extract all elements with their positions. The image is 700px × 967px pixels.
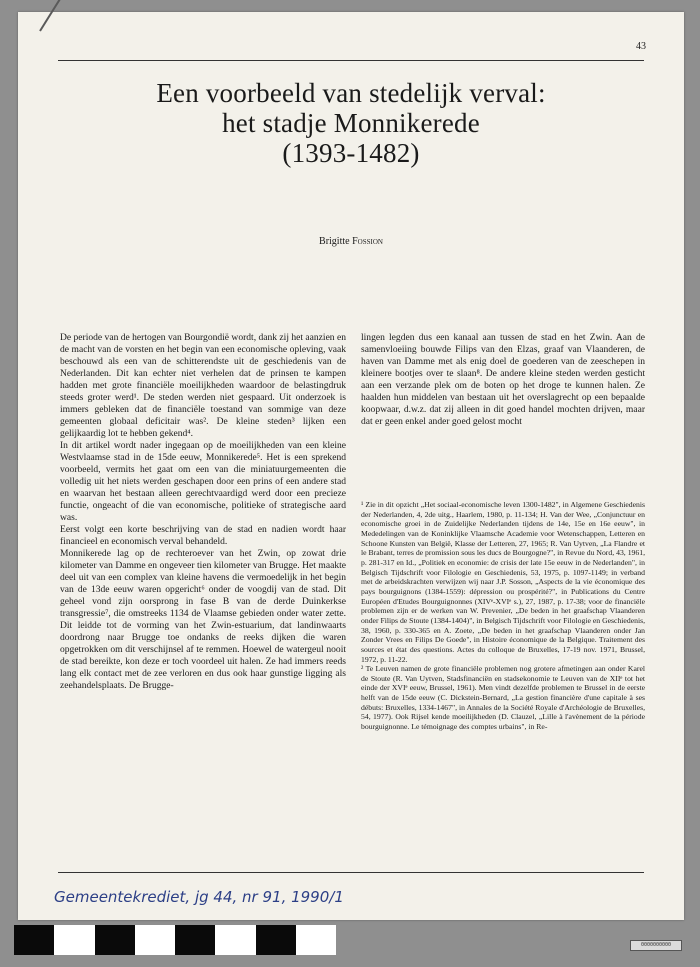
calibration-white-patch (215, 925, 255, 955)
calibration-black-patch (14, 925, 54, 955)
footnotes (361, 500, 645, 864)
title-line: (1393-1482) (282, 138, 420, 168)
body-paragraph: lingen legden dus een kanaal aan tussen de stad en het Zwin. Aan de samenvloeiing bouwde Filips van den Elzas, graaf van Vlaanderen, de haven van Damme met als enig doel de goederen van de zeeschepen in kleinere bootjes over te slaan⁸. De andere kleine steden werden gesticht aan een verzande plek om de boten op het droge te kunnen halen. Ze haalden hun middelen van bestaan uit het overslagrecht op een bepaalde koopwaar, d.w.z. dat zij alleen in dit goed handel mochten drijven, maar dat er geen enkel ander goed gelost mocht (361, 332, 645, 427)
body-paragraph: De periode van de hertogen van Bourgondië wordt, dank zij het aanzien en de macht van de vorsten en het begin van een economische opleving, vaak beschouwd als een van de schitterendste uit de geschiedenis van de Nederlanden. Dit kan echter niet verhelen dat de prinsen te kampen hadden met grote financiële moeilijkheden waardoor de belastingdruk steeds groter werd¹. De steden werden niet gespaard. Uit onderzoek is immers gebleken dat de financiële toestand van sommige van deze gemeenten globaal deficitair was². De kleine steden³ lijken een gelijkaardig lot te hebben gekend⁴. (60, 332, 346, 439)
article-title (58, 78, 644, 168)
footnote: ¹ Zie in dit opzicht „Het sociaal-economische leven 1300-1482", in Algemene Geschiedenis der Nederlanden, 4, 2de uitg., Haarlem, 1980, p. 11-134; H. Van der Wee, „Conjunctuur en economische groei in de Zuidelijke Nederlanden tijdens de 14e, 15e en 16e eeuw", in Mededelingen van de Koninklijke Vlaamsche Academie voor Wetenschappen, Letteren en Schoone Kunsten van België, Klasse der Letteren, 27, 1965; R. Van Uytven, „La Flandre et le Brabant, terres de promission sous les ducs de Bourgogne?", in Revue du Nord, 43, 1961, p. 281-317 en Id., „Politiek en economie: de crisis der late 15e eeuw in de Nederlanden", in Belgisch Tijdschrift voor Filologie en Geschiedenis, 53, 1975, p. 1097-1149; in verband met de arbeidskrachten verwijzen wij naar J.P. Sosson, „Aspects de la vie économique des pays bourguignons (1384-1559): dépression ou prospérité?", in Publications du Centre Européen d'Etudes Bourguignonnes (XIVᵉ-XVIᵉ s.), 27, 1987, p. 17-38; voor de financiële problemen zijn er de werken van W. Prevenier, „De beden in het graafschap Vlaanderen onder Filips de Stoute (1384-1404)", in Belgisch Tijdschrift voor Filologie en Geschiedenis, 38, 1960, p. 330-365 en A. Zoete, „De beden in het graafschap Vlaanderen onder Jan Zonder Vrees en Filips De Goede", in Histoire économique de la Belgique. Traitement des sources et état des questions. Actes du colloque de Bruxelles, 17-19 nov. 1971, Brussel, 1972, p. 11-22. (361, 500, 645, 664)
calibration-black-patch (95, 925, 135, 955)
body-paragraph: Monnikerede lag op de rechteroever van het Zwin, op zowat drie kilometer van Damme en ongeveer tien kilometer van Brugge. Het maakte deel uit van een complex van kleine havens die vermoedelijk in het begin van de 13de eeuw waren opgericht⁶ onder de voogdij van de stad. Dit geheel vond zijn oorsprong in fase B van de derde Duinkerkse transgressie⁷, die omstreeks 1134 de Vlaamse gebieden onder water zette. Dit leidde tot de vorming van het Zwin-estuarium, dat landinwaarts doordrong naar Brugge toe ondanks de reeks dijken die waren opgetrokken om dit verschijnsel af te remmen. Hoewel de watergeul nooit de stad bereikte, kon deze er toch voordeel uit halen. Ze had immers reeds lang elk contact met de zee verloren en dus ook haar gunstige ligging als zeehandelsplaats. De Brugge- (60, 548, 346, 691)
body-paragraph: In dit artikel wordt nader ingegaan op de moeilijkheden van een kleine Westvlaamse stad in de 15de eeuw, Monnikerede⁵. Het is een sprekend voorbeeld, vermits het gaat om een van die miniatuurgemeenten die volledig uit het niets werden geschapen door een prins of een andere stad en waarvan het bestaan alleen gerechtvaardigd werd door een precieze functie, ongeacht of die van economische, politieke of strategische aard was. (60, 440, 346, 523)
footnote: ² Te Leuven namen de grote financiële problemen nog grotere afmetingen aan onder Karel de Stoute (R. Van Uytven, Stadsfinanciën en stadsekonomie te Leuven van de XIIᵉ tot het einde der XVIᵉ eeuw, Brussel, 1961). Men vindt dezelfde problemen te Brussel in de eerste helft van de 15de eeuw (C. Dickstein-Bernard, „La gestion financière d'une capitale à ses débuts: Bruxelles, 1334-1467", in Annales de la Société Royale d'Archéologie de Bruxelles, 54, 1977). Ook Rijsel kende moeilijkheden (D. Clauzel, „Lille à l'avènement de la période bourguignonne. Le témoignage des comptes urbains", in Re- (361, 664, 645, 732)
title-line: het stadje Monnikerede (222, 108, 480, 138)
body-paragraph: Eerst volgt een korte beschrijving van de stad en nadien wordt haar financieel en economisch verval behandeld. (60, 524, 346, 547)
archive-barcode-tag: 0000000000 (630, 940, 682, 951)
body-column-left (60, 332, 346, 862)
author-byline (58, 236, 644, 247)
author-first-name: Brigitte (319, 236, 350, 247)
calibration-white-patch (296, 925, 336, 955)
title-line: Een voorbeeld van stedelijk verval: (156, 78, 546, 108)
scan-calibration-strip (14, 925, 336, 955)
handwritten-reference: Gemeentekrediet, jg 44, nr 91, 1990/1 (54, 888, 344, 906)
calibration-black-patch (256, 925, 296, 955)
calibration-black-patch (175, 925, 215, 955)
document-page (18, 12, 684, 920)
body-column-right (361, 332, 645, 482)
top-rule (58, 60, 644, 61)
bottom-rule (58, 872, 644, 873)
author-last-name: Fossion (352, 236, 383, 247)
pencil-mark (39, 0, 65, 32)
calibration-white-patch (54, 925, 94, 955)
page-number: 43 (636, 41, 646, 52)
calibration-white-patch (135, 925, 175, 955)
